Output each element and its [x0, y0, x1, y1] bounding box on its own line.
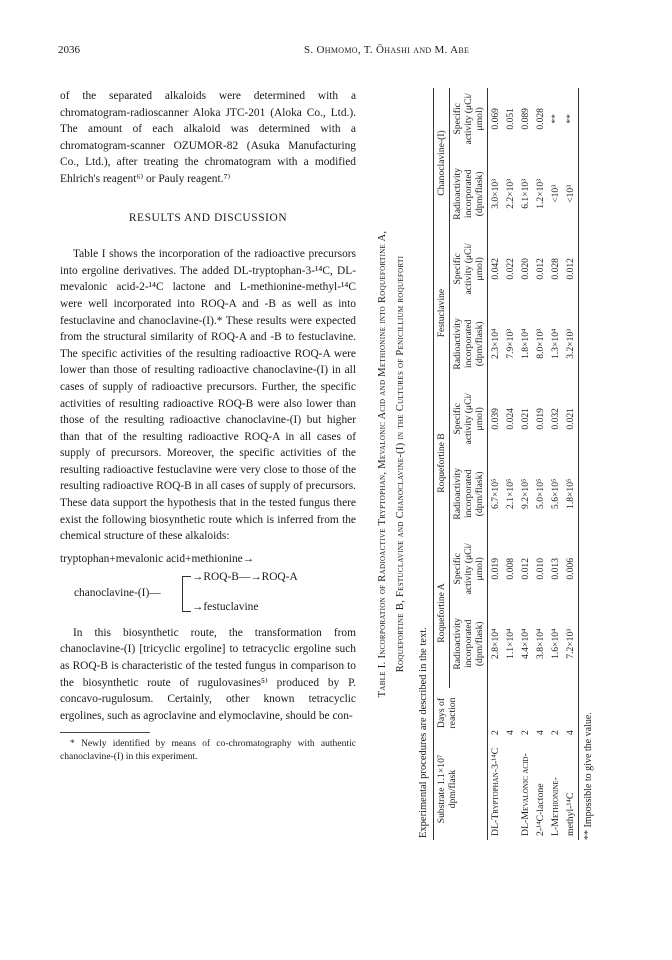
- group-roquefortine-b: Roquefortine B: [434, 388, 450, 538]
- cell-value: 2.2×10³: [505, 178, 516, 209]
- cell-value: 0.051: [505, 108, 516, 130]
- cell-value: 0.028: [535, 108, 546, 130]
- cell-value: 5.6×10⁵: [550, 478, 561, 509]
- route-bracket: [182, 576, 191, 612]
- table-row: [548, 88, 563, 840]
- group-roquefortine-a: Roquefortine A: [434, 538, 450, 688]
- cell-substrate: [503, 738, 518, 840]
- footnote-rule: [60, 732, 150, 733]
- cell-value: **: [550, 114, 561, 124]
- running-head-authors: S. Ohmomo, T. Ōhashi and M. Abe: [304, 44, 470, 56]
- subheader-radioactivity: Radioactivity incorporated (dpm/flask): [450, 600, 488, 688]
- page-header: [58, 44, 614, 60]
- cell-days: 4: [505, 730, 516, 735]
- route-chanoclavine: chanoclavine-(I)—: [74, 586, 161, 599]
- cell-days: 2: [520, 730, 531, 735]
- route-festuclavine: →festuclavine: [192, 600, 259, 613]
- group-festuclavine: Festuclavine: [434, 238, 450, 388]
- cell-value: 0.024: [505, 408, 516, 430]
- table-row: [503, 88, 518, 840]
- cell-value: 6.7×10⁵: [490, 478, 501, 509]
- cell-value: 0.010: [535, 558, 546, 580]
- subheader-radioactivity: Radioactivity incorporated (dpm/flask): [450, 300, 488, 388]
- route-roq: →ROQ-B—→ROQ-A: [192, 570, 298, 583]
- section-heading: RESULTS AND DISCUSSION: [128, 211, 288, 224]
- cell-value: 1.3×10⁴: [550, 328, 561, 359]
- cell-value: 0.021: [520, 408, 531, 430]
- cell-substrate: methyl-¹⁴C: [565, 792, 576, 836]
- cell-value: 0.012: [565, 258, 576, 280]
- cell-substrate: DL-Mevalonic acid-: [520, 753, 531, 836]
- cell-days: 2: [550, 730, 561, 735]
- page-number: 2036: [58, 44, 80, 56]
- cell-value: 6.1×10³: [520, 178, 531, 209]
- cell-value: 0.032: [550, 408, 561, 430]
- table-row: [488, 88, 504, 840]
- cell-value: 4.4×10⁴: [520, 628, 531, 659]
- cell-days: 2: [490, 730, 501, 735]
- subheader-specific-activity: Specific activity (μCi/μmol): [450, 88, 488, 150]
- cell-substrate: DL-Tryptophan-3-¹⁴C: [490, 747, 501, 836]
- cell-substrate: 2-¹⁴C-lactone: [535, 783, 546, 836]
- table-caption-line2: Roquefortine B, Festuclavine and Chanoclavine-(I) in the Cultures of Penicillium roqueforti: [395, 255, 406, 673]
- cell-value: 0.021: [565, 408, 576, 430]
- rotated-table: [372, 88, 616, 840]
- route-branch: [60, 569, 356, 617]
- biosynthetic-route: [60, 551, 356, 617]
- cell-value: 5.0×10⁵: [535, 478, 546, 509]
- subheader-radioactivity: Radioactivity incorporated (dpm/flask): [450, 450, 488, 538]
- cell-value: 3.2×10³: [565, 328, 576, 359]
- cell-value: 0.012: [535, 258, 546, 280]
- table-note: Experimental procedures are described in the text.: [418, 627, 429, 838]
- cell-value: 1.2×10³: [535, 178, 546, 209]
- cell-days: 4: [565, 730, 576, 735]
- cell-value: <10³: [550, 184, 561, 203]
- cell-value: 1.8×10⁴: [520, 328, 531, 359]
- cell-value: **: [565, 114, 576, 124]
- subheader-specific-activity: Specific activity (μCi/μmol): [450, 388, 488, 450]
- cell-value: 3.0×10³: [490, 178, 501, 209]
- cell-value: 0.028: [550, 258, 561, 280]
- subheader-specific-activity: Specific activity (μCi/μmol): [450, 538, 488, 600]
- header-substrate: Substrate 1.1×10⁷ dpm/flask: [434, 738, 488, 840]
- cell-value: 2.3×10⁴: [490, 328, 501, 359]
- paragraph-discussion: In this biosynthetic route, the transformation from chanoclavine-(I) [tricyclic ergoline] to tetracyclic ergoline such as ROQ-B is characteristic of the tested fungus in comparison to the biosynthetic route of rugulovasines⁵⁾ produced by P. concavo-rugulosum. Certainly, other known tetracyclic ergolines, such as agroclavine and elymoclavine, should be con-: [60, 626, 356, 722]
- cell-substrate: L-Methionine-: [550, 777, 561, 836]
- table-container: [372, 88, 616, 840]
- table-row: [533, 88, 548, 840]
- cell-value: 0.006: [565, 558, 576, 580]
- cell-value: 0.039: [490, 408, 501, 430]
- table-row: [518, 88, 533, 840]
- cell-value: 1.1×10⁴: [505, 628, 516, 659]
- cell-value: 7.2×10³: [565, 628, 576, 659]
- cell-value: 0.089: [520, 108, 531, 130]
- route-precursors: tryptophan+mevalonic acid+methionine→: [60, 552, 255, 565]
- left-column: [60, 88, 356, 763]
- cell-value: 0.042: [490, 258, 501, 280]
- cell-value: <10³: [565, 184, 576, 203]
- table-caption-line1: Table I. Incorporation of Radioactive Tryptophan, Mevalonic Acid and Methionine into Roquefortine A,: [377, 230, 388, 698]
- cell-value: 8.0×10³: [535, 328, 546, 359]
- cell-days: 4: [535, 730, 546, 735]
- data-table: [433, 88, 579, 840]
- group-chanoclavine: Chanoclavine-(I): [434, 88, 450, 238]
- cell-value: 0.012: [520, 558, 531, 580]
- cell-value: 0.008: [505, 558, 516, 580]
- cell-value: 0.020: [520, 258, 531, 280]
- cell-value: 2.1×10⁵: [505, 478, 516, 509]
- table-footnote: ** Impossible to give the value.: [583, 712, 594, 840]
- cell-value: 9.2×10⁵: [520, 478, 531, 509]
- cell-value: 0.019: [490, 558, 501, 580]
- paragraph-results: Table I shows the incorporation of the radioactive precursors into ergoline derivatives. The added DL-tryptophan-3-¹⁴C, DL-mevalonic acid-2-¹⁴C lactone and L-methionine-methyl-¹⁴C were well incorporated into ROQ-A and -B as well as into festuclavine and chanoclavine-(I).* These results were expected from the structural similarity of ROQ-A and -B to festuclavine. The specific activities of the resulting radioactive ROQ-A were lower than those of resulting radioactive chanoclavine-(I) in all cases of supply of radioactive precursors. Further, the specific activities of resulting radioactive ROQ-B were also lower than those of the resulting radioactive chanoclavine-(I) but higher than that of the resulting radioactive ROQ-A in all cases of supply of precursors. Moreover, the specific activities of the resulting radioactive festuclavine were very close to those of the resulting radioactive ROQ-B in all cases of supply of precursors. These data support the hypothesis that in the tested fungus there exist the following biosynthetic route which is inferred from the chemical structure of these alkaloids:: [60, 248, 356, 543]
- header-days: Days of reaction: [434, 688, 488, 738]
- cell-value: 0.022: [505, 258, 516, 280]
- cell-value: 1.6×10⁴: [550, 628, 561, 659]
- cell-value: 7.9×10³: [505, 328, 516, 359]
- cell-value: 3.8×10⁴: [535, 628, 546, 659]
- cell-value: 0.069: [490, 108, 501, 130]
- paragraph-methods-end: of the separated alkaloids were determined with a chromatogram-radioscanner Aloka JTC-201 (Aloka Co., Ltd.). The amount of each alkaloid was determined with a chromatogram-scanner OZUMOR-82 (Asuka Manufacturing Co., Ltd.), after treating the chromatogram with a modified Ehlrich's reagent⁶⁾ or Pauly reagent.⁷⁾: [60, 90, 356, 185]
- table-row: [563, 88, 579, 840]
- subheader-radioactivity: Radioactivity incorporated (dpm/flask): [450, 150, 488, 238]
- cell-value: 0.013: [550, 558, 561, 580]
- subheader-specific-activity: Specific activity (μCi/μmol): [450, 238, 488, 300]
- footnote: * Newly identified by means of co-chromatography with authentic chanoclavine-(I) in this experiment.: [60, 738, 356, 763]
- cell-value: 1.8×10⁵: [565, 478, 576, 509]
- cell-value: 0.019: [535, 408, 546, 430]
- cell-value: 2.8×10⁴: [490, 628, 501, 659]
